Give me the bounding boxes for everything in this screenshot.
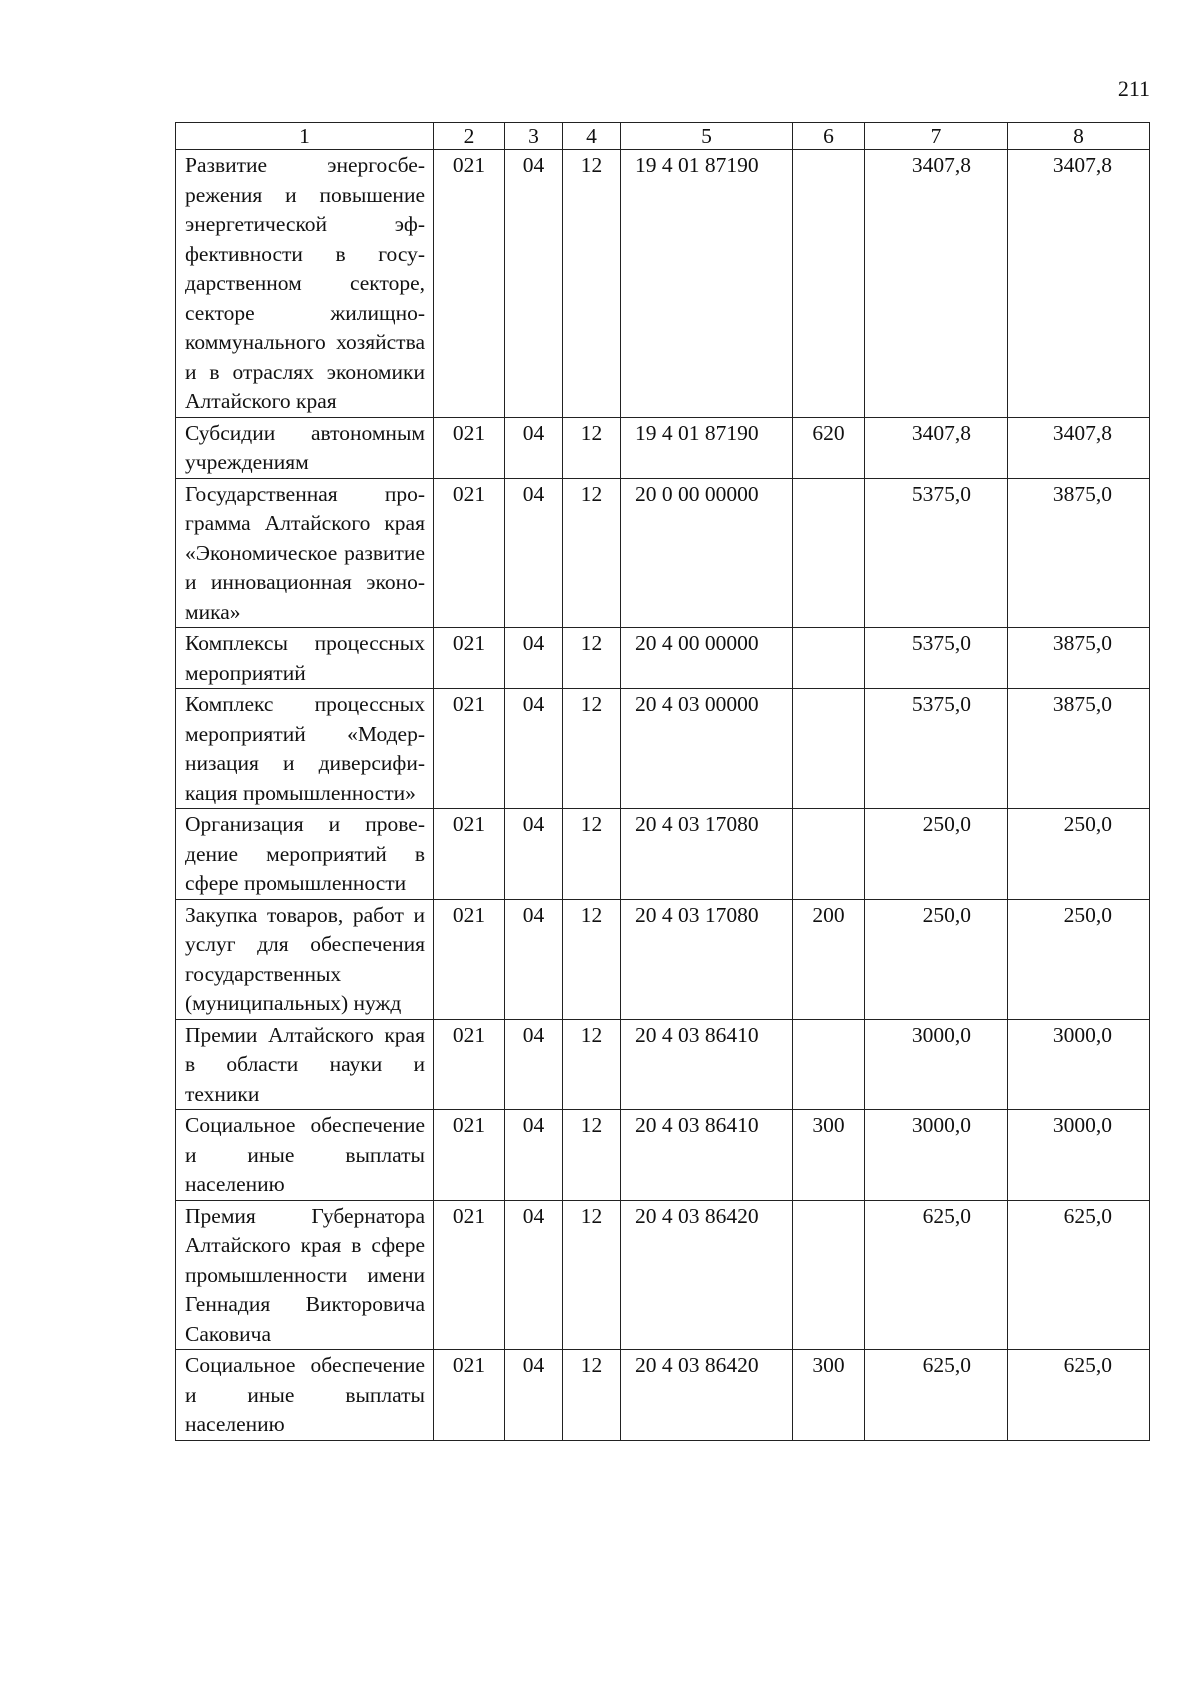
table-header-row: [176, 123, 1150, 150]
row-name: Комплексы процессных мероприятий: [176, 628, 434, 689]
table-row: [176, 417, 1150, 478]
table-row: [176, 899, 1150, 1019]
cell-col5: 20 0 00 00000: [621, 478, 793, 628]
cell-col8: 250,0: [1008, 899, 1150, 1019]
table-row: [176, 689, 1150, 809]
cell-col2: 021: [434, 628, 505, 689]
cell-col3: 04: [505, 899, 563, 1019]
cell-col6: 620: [793, 417, 865, 478]
cell-col3: 04: [505, 478, 563, 628]
row-name: Организация и проведение мероприятий в сфере промышленности: [176, 809, 434, 900]
cell-col5: 20 4 03 00000: [621, 689, 793, 809]
cell-col4: 12: [563, 1200, 621, 1350]
cell-col2: 021: [434, 150, 505, 418]
cell-col8: 3000,0: [1008, 1019, 1150, 1110]
cell-col2: 021: [434, 478, 505, 628]
cell-col7: 3407,8: [865, 150, 1008, 418]
cell-col5: 19 4 01 87190: [621, 150, 793, 418]
cell-col3: 04: [505, 150, 563, 418]
cell-col4: 12: [563, 150, 621, 418]
cell-col3: 04: [505, 1110, 563, 1201]
cell-col6: [793, 150, 865, 418]
cell-col6: 300: [793, 1110, 865, 1201]
cell-col4: 12: [563, 899, 621, 1019]
cell-col5: 20 4 03 17080: [621, 899, 793, 1019]
cell-col4: 12: [563, 1019, 621, 1110]
column-header: 7: [865, 123, 1008, 150]
cell-col2: 021: [434, 1019, 505, 1110]
cell-col2: 021: [434, 417, 505, 478]
column-header: 1: [176, 123, 434, 150]
cell-col3: 04: [505, 809, 563, 900]
cell-col3: 04: [505, 689, 563, 809]
cell-col3: 04: [505, 1019, 563, 1110]
cell-col7: 5375,0: [865, 689, 1008, 809]
cell-col6: [793, 478, 865, 628]
cell-col4: 12: [563, 689, 621, 809]
cell-col8: 3407,8: [1008, 150, 1150, 418]
cell-col8: 3000,0: [1008, 1110, 1150, 1201]
cell-col5: 20 4 03 86420: [621, 1350, 793, 1441]
cell-col7: 3000,0: [865, 1110, 1008, 1201]
cell-col8: 3875,0: [1008, 478, 1150, 628]
row-name: Премия Губернатора Алтайского края в сфере промышленности имени Геннадия Викторовича Саковича: [176, 1200, 434, 1350]
table-row: [176, 1350, 1150, 1441]
cell-col2: 021: [434, 1350, 505, 1441]
cell-col5: 20 4 03 86410: [621, 1110, 793, 1201]
table-row: [176, 1110, 1150, 1201]
row-name: Субсидии автономным учреждениям: [176, 417, 434, 478]
cell-col4: 12: [563, 809, 621, 900]
cell-col6: [793, 809, 865, 900]
row-name: Социальное обеспечение и иные выплаты населению: [176, 1350, 434, 1441]
cell-col5: 20 4 00 00000: [621, 628, 793, 689]
cell-col8: 625,0: [1008, 1200, 1150, 1350]
row-name: Развитие энергосбережения и повышение энергетической эффективности в государственном секторе, секторе жилищно-коммунального хозяйства и в отраслях экономики Алтайского края: [176, 150, 434, 418]
cell-col7: 250,0: [865, 809, 1008, 900]
cell-col5: 19 4 01 87190: [621, 417, 793, 478]
page-number: 211: [1117, 76, 1150, 101]
budget-table: [175, 122, 1150, 1441]
cell-col4: 12: [563, 417, 621, 478]
cell-col3: 04: [505, 1350, 563, 1441]
cell-col4: 12: [563, 1110, 621, 1201]
cell-col6: 300: [793, 1350, 865, 1441]
cell-col5: 20 4 03 17080: [621, 809, 793, 900]
cell-col8: 625,0: [1008, 1350, 1150, 1441]
column-header: 8: [1008, 123, 1150, 150]
table-row: [176, 478, 1150, 628]
cell-col6: [793, 1200, 865, 1350]
table-row: [176, 150, 1150, 418]
cell-col7: 5375,0: [865, 628, 1008, 689]
column-header: 2: [434, 123, 505, 150]
cell-col5: 20 4 03 86410: [621, 1019, 793, 1110]
cell-col3: 04: [505, 628, 563, 689]
row-name: Социальное обеспечение и иные выплаты населению: [176, 1110, 434, 1201]
cell-col7: 5375,0: [865, 478, 1008, 628]
cell-col2: 021: [434, 1200, 505, 1350]
row-name: Комплекс процессных мероприятий «Модернизация и диверсификация промышленности»: [176, 689, 434, 809]
cell-col8: 3875,0: [1008, 689, 1150, 809]
cell-col7: 625,0: [865, 1350, 1008, 1441]
column-header: 6: [793, 123, 865, 150]
cell-col2: 021: [434, 809, 505, 900]
cell-col2: 021: [434, 1110, 505, 1201]
cell-col7: 3000,0: [865, 1019, 1008, 1110]
column-header: 3: [505, 123, 563, 150]
cell-col8: 3875,0: [1008, 628, 1150, 689]
cell-col2: 021: [434, 689, 505, 809]
cell-col8: 3407,8: [1008, 417, 1150, 478]
cell-col7: 3407,8: [865, 417, 1008, 478]
cell-col7: 625,0: [865, 1200, 1008, 1350]
cell-col5: 20 4 03 86420: [621, 1200, 793, 1350]
row-name: Закупка товаров, работ и услуг для обеспечения государственных (муниципальных) нужд: [176, 899, 434, 1019]
table-row: [176, 1019, 1150, 1110]
cell-col2: 021: [434, 899, 505, 1019]
cell-col3: 04: [505, 417, 563, 478]
cell-col4: 12: [563, 628, 621, 689]
cell-col3: 04: [505, 1200, 563, 1350]
cell-col4: 12: [563, 478, 621, 628]
column-header: 4: [563, 123, 621, 150]
table-row: [176, 1200, 1150, 1350]
cell-col6: [793, 689, 865, 809]
cell-col6: [793, 1019, 865, 1110]
cell-col4: 12: [563, 1350, 621, 1441]
cell-col8: 250,0: [1008, 809, 1150, 900]
table-row: [176, 628, 1150, 689]
table-row: [176, 809, 1150, 900]
cell-col7: 250,0: [865, 899, 1008, 1019]
cell-col6: [793, 628, 865, 689]
row-name: Премии Алтайского края в области науки и техники: [176, 1019, 434, 1110]
cell-col6: 200: [793, 899, 865, 1019]
row-name: Государственная программа Алтайского края «Экономическое развитие и инновационная экономика»: [176, 478, 434, 628]
column-header: 5: [621, 123, 793, 150]
